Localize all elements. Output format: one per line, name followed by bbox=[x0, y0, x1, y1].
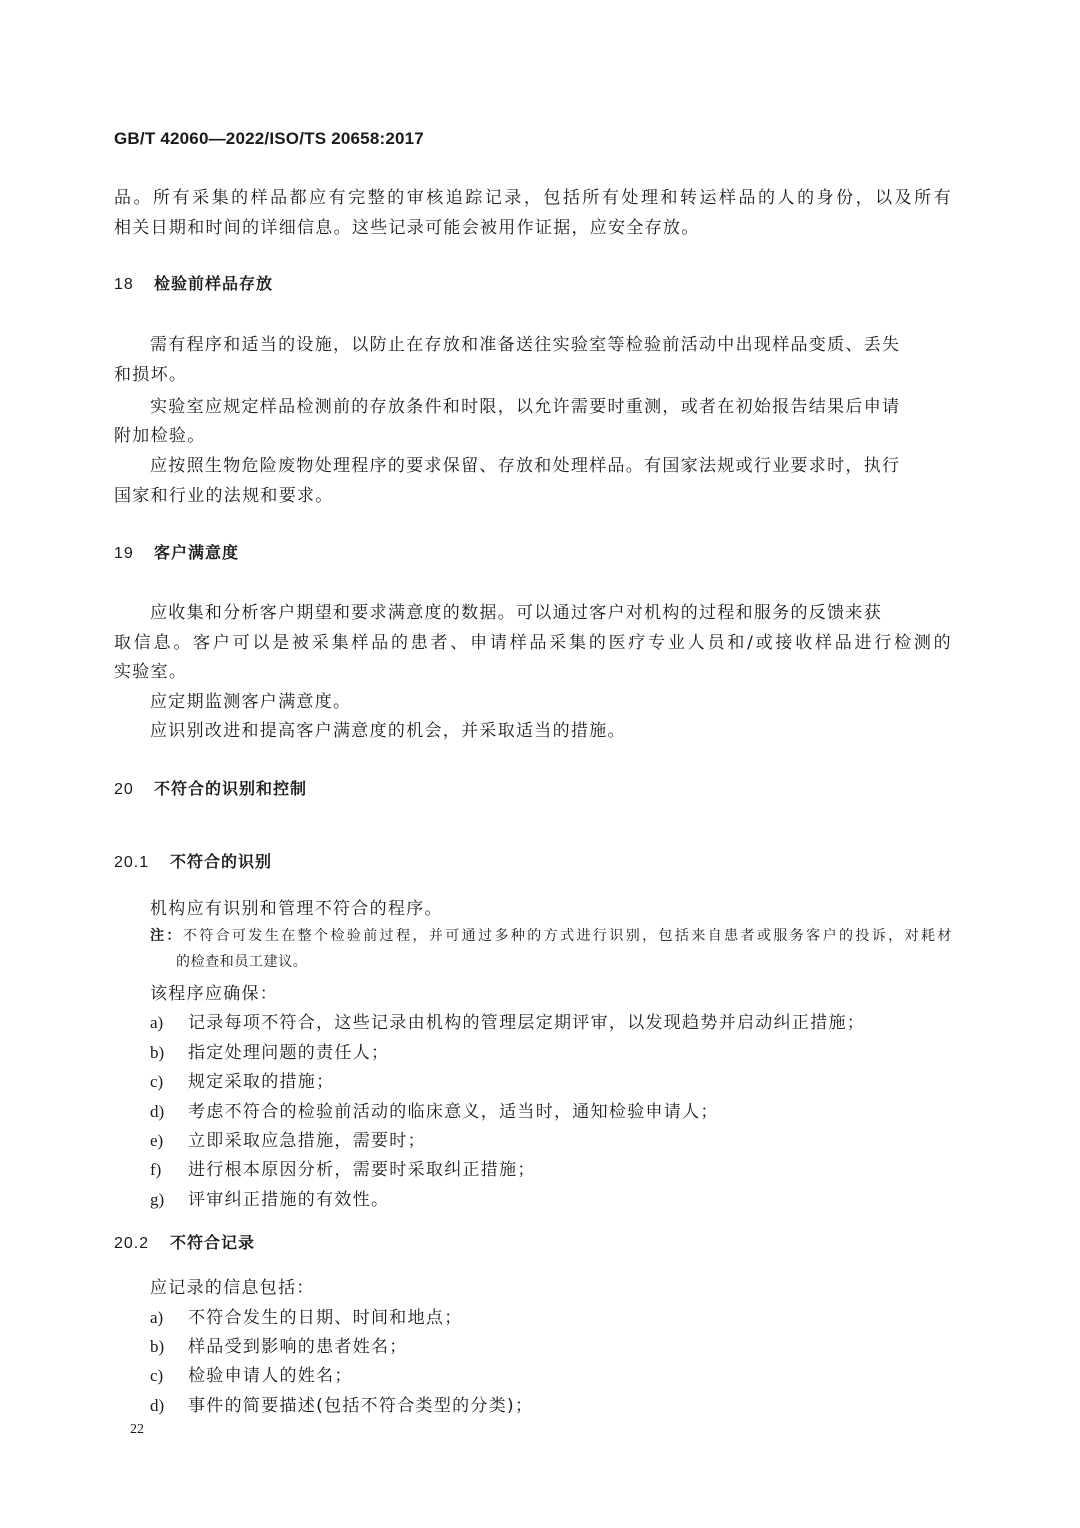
intro-line-2: 相关日期和时间的详细信息。这些记录可能会被用作证据，应安全存放。 bbox=[114, 218, 700, 238]
section-18-heading bbox=[114, 271, 273, 294]
list-label: a) bbox=[150, 1013, 164, 1032]
list-text: 评审纠正措施的有效性。 bbox=[188, 1190, 390, 1210]
list-text: 检验申请人的姓名； bbox=[188, 1366, 353, 1386]
intro-line-1: 品。所有采集的样品都应有完整的审核追踪记录，包括所有处理和转运样品的人的身份，以及所有 bbox=[114, 188, 952, 208]
sec18-p2-line-1: 实验室应规定样品检测前的存放条件和时限，以允许需要时重测，或者在初始报告结果后申请 bbox=[150, 397, 901, 417]
sec19-p1-line-1: 应收集和分析客户期望和要求满意度的数据。可以通过客户对机构的过程和服务的反馈来获 bbox=[150, 603, 882, 623]
section-title: 不符合记录 bbox=[170, 1233, 256, 1252]
section-20-heading bbox=[114, 776, 307, 799]
list-item bbox=[150, 1361, 353, 1386]
sec19-p3: 应识别改进和提高客户满意度的机会，并采取适当的措施。 bbox=[150, 721, 626, 741]
note-line-2: 的检查和员工建议。 bbox=[176, 954, 308, 970]
list-item bbox=[150, 1332, 408, 1357]
section-19-heading bbox=[114, 540, 239, 563]
list-item bbox=[150, 1067, 334, 1092]
list-text: 记录每项不符合，这些记录由机构的管理层定期评审，以发现趋势并启动纠正措施； bbox=[188, 1013, 866, 1033]
sec18-p1-line-2: 和损坏。 bbox=[114, 365, 188, 385]
note-label: 注： bbox=[150, 928, 183, 944]
sec19-p2: 应定期监测客户满意度。 bbox=[150, 692, 352, 712]
list-label: b) bbox=[150, 1043, 165, 1062]
list-item bbox=[150, 1008, 865, 1033]
sec20-2-p1: 应记录的信息包括： bbox=[150, 1278, 315, 1298]
note-line-1 bbox=[150, 925, 952, 945]
section-20-2-heading bbox=[114, 1230, 255, 1253]
sec18-p3-line-1: 应按照生物危险废物处理程序的要求保留、存放和处理样品。有国家法规或行业要求时，执行 bbox=[150, 456, 901, 476]
list-item bbox=[150, 1391, 533, 1416]
list-label: c) bbox=[150, 1366, 164, 1385]
list-item bbox=[150, 1097, 719, 1122]
list-item bbox=[150, 1155, 536, 1180]
section-number: 18 bbox=[114, 276, 134, 293]
list-item bbox=[150, 1303, 463, 1328]
section-title: 检验前样品存放 bbox=[154, 274, 274, 293]
list-label: f) bbox=[150, 1160, 162, 1179]
list-item bbox=[150, 1126, 426, 1151]
sec20-1-p1: 机构应有识别和管理不符合的程序。 bbox=[150, 899, 443, 919]
sec18-p3-line-2: 国家和行业的法规和要求。 bbox=[114, 486, 334, 506]
section-20-1-heading bbox=[114, 849, 272, 872]
list-label: a) bbox=[150, 1308, 164, 1327]
sec18-p2-line-2: 附加检验。 bbox=[114, 426, 206, 446]
list-item bbox=[150, 1185, 389, 1210]
list-label: d) bbox=[150, 1102, 165, 1121]
list-text: 事件的简要描述(包括不符合类型的分类)； bbox=[188, 1396, 534, 1416]
list-text: 考虑不符合的检验前活动的临床意义，适当时，通知检验申请人； bbox=[188, 1102, 719, 1122]
list-label: d) bbox=[150, 1396, 165, 1415]
document-id: GB/T 42060—2022/ISO/TS 20658:2017 bbox=[114, 129, 424, 148]
list-text: 立即采取应急措施，需要时； bbox=[188, 1131, 426, 1151]
list-text: 指定处理问题的责任人； bbox=[188, 1043, 390, 1063]
page-number: 22 bbox=[130, 1422, 144, 1437]
note-text: 不符合可发生在整个检验前过程，并可通过多种的方式进行识别，包括来自患者或服务客户的投诉，对耗材 bbox=[182, 928, 952, 944]
section-title: 客户满意度 bbox=[154, 543, 240, 562]
list-text: 样品受到影响的患者姓名； bbox=[188, 1337, 408, 1357]
section-number: 20 bbox=[114, 781, 134, 798]
sec19-p1-line-3: 实验室。 bbox=[114, 662, 188, 682]
list-label: b) bbox=[150, 1337, 165, 1356]
list-text: 不符合发生的日期、时间和地点； bbox=[188, 1308, 463, 1328]
list-text: 进行根本原因分析，需要时采取纠正措施； bbox=[188, 1160, 536, 1180]
sec18-p1-line-1: 需有程序和适当的设施，以防止在存放和准备送往实验室等检验前活动中出现样品变质、丢失 bbox=[150, 335, 901, 355]
sec19-p1-line-2: 取信息。客户可以是被采集样品的患者、申请样品采集的医疗专业人员和/或接收样品进行检测的 bbox=[114, 633, 952, 653]
section-title: 不符合的识别 bbox=[170, 852, 273, 871]
section-number: 19 bbox=[114, 545, 134, 562]
section-title: 不符合的识别和控制 bbox=[154, 779, 308, 798]
section-number: 20.1 bbox=[114, 854, 150, 871]
list-label: c) bbox=[150, 1072, 164, 1091]
list-label: e) bbox=[150, 1131, 164, 1150]
list-item bbox=[150, 1038, 389, 1063]
sec20-1-p2: 该程序应确保： bbox=[150, 984, 279, 1004]
section-number: 20.2 bbox=[114, 1235, 150, 1252]
list-label: g) bbox=[150, 1190, 165, 1209]
list-text: 规定采取的措施； bbox=[188, 1072, 335, 1092]
